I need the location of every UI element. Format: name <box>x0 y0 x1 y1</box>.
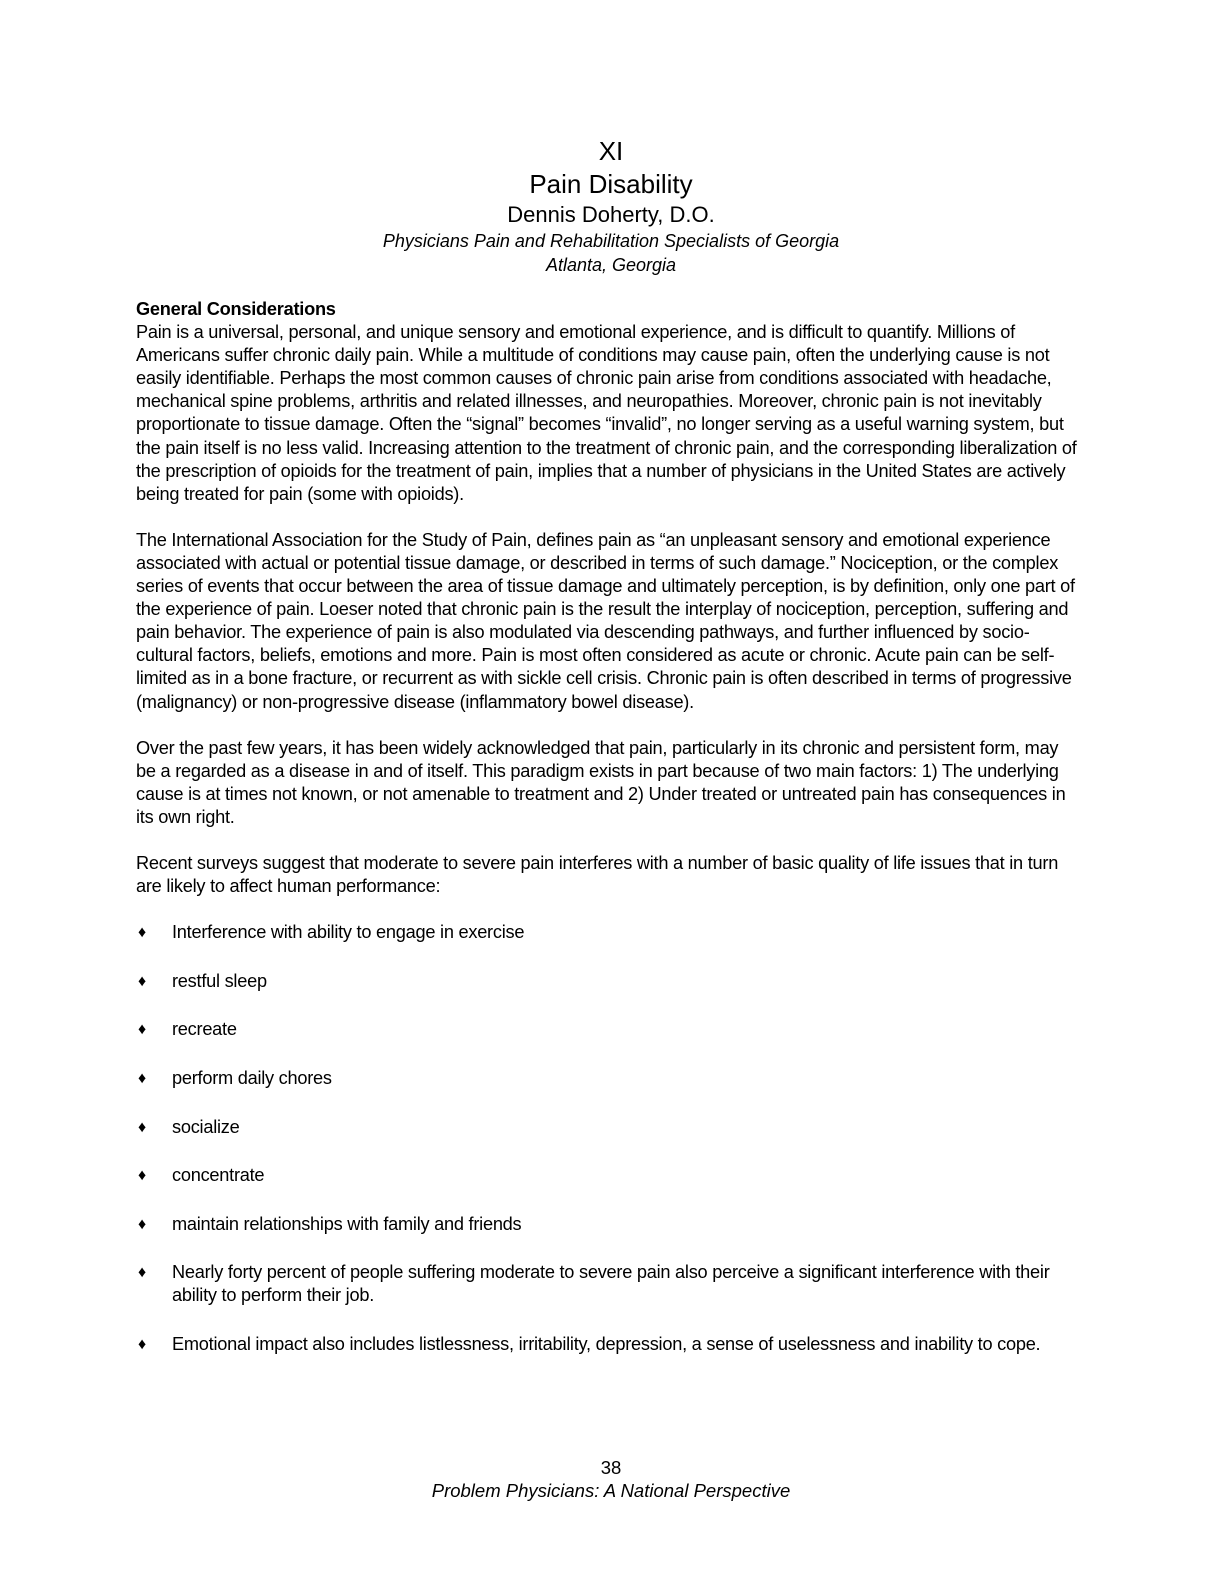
list-item-text: perform daily chores <box>172 1067 332 1088</box>
list-item <box>136 1067 1081 1090</box>
list-item-text: Emotional impact also includes listlessness, irritability, depression, a sense of uselessness and inability to cope. <box>172 1334 1041 1354</box>
list-item-text: maintain relationships with family and friends <box>172 1213 522 1234</box>
book-title: Problem Physicians: A National Perspective <box>431 1480 791 1501</box>
chapter-title: Pain Disability <box>529 169 693 199</box>
diamond-bullet-icon: ♦ <box>138 1167 146 1185</box>
diamond-bullet-icon: ♦ <box>138 972 146 990</box>
page-footer <box>0 1456 1222 1502</box>
list-item <box>136 1261 1081 1307</box>
diamond-bullet-icon: ♦ <box>138 1118 146 1136</box>
paragraph: Pain is a universal, personal, and unique sensory and emotional experience, and is difficult to quantify. Millions of Americans suffer chronic daily pain. While a multitude of conditions may cause pain, often the underlying cause is not easily identifiable. Perhaps the most common causes of chronic pain arise from conditions associated with headache, mechanical spine problems, arthritis and related illnesses, and neuropathies. Moreover, chronic pain is not inevitably proportionate to tissue damage. Often the “signal” becomes “invalid”, no longer serving as a useful warning system, but the pain itself is no less valid. Increasing attention to the treatment of chronic pain, and the corresponding liberalization of the prescription of opioids for the treatment of pain, implies that a number of physicians in the United States are actively being treated for pain (some with opioids). <box>136 322 1077 504</box>
chapter-header <box>0 135 1222 277</box>
diamond-bullet-icon: ♦ <box>138 1021 146 1039</box>
list-item-text: socialize <box>172 1116 240 1137</box>
body-content <box>136 298 1081 1382</box>
chapter-number: XI <box>598 136 624 166</box>
list-item-text: concentrate <box>172 1165 265 1186</box>
paragraph: The International Association for the Study of Pain, defines pain as “an unpleasant sensory and emotional experience associated with actual or potential tissue damage, or described in terms of such damage.” Nociception, or the complex series of events that occur between the area of tissue damage and ultimately perception, is by definition, only one part of the experience of pain. Loeser noted that chronic pain is the result the interplay of nociception, perception, suffering and pain behavior. The experience of pain is also modulated via descending pathways, and further influenced by socio-cultural factors, beliefs, emotions and more. Pain is most often considered as acute or chronic. Acute pain can be self-limited as in a bone fracture, or recurrent as with sickle cell crisis. Chronic pain is often described in terms of progressive (malignancy) or non-progressive disease (inflammatory bowel disease). <box>136 529 1075 712</box>
list-item <box>136 1116 1081 1139</box>
author-location: Atlanta, Georgia <box>545 255 677 275</box>
list-item <box>136 1333 1081 1356</box>
page-number: 38 <box>600 1457 622 1478</box>
list-item <box>136 970 1081 993</box>
list-item <box>136 921 1081 944</box>
diamond-bullet-icon: ♦ <box>138 1215 146 1233</box>
paragraph: Over the past few years, it has been widely acknowledged that pain, particularly in its chronic and persistent form, may be a regarded as a disease in and of itself. This paradigm exists in part because of two main factors: 1) The underlying cause is at times not known, or not amenable to treatment and 2) Under treated or untreated pain has consequences in its own right. <box>136 737 1066 827</box>
list-item-text: restful sleep <box>172 970 267 991</box>
diamond-bullet-icon: ♦ <box>138 1264 146 1282</box>
list-item-text: recreate <box>172 1019 237 1040</box>
paragraph: Recent surveys suggest that moderate to severe pain interferes with a number of basic quality of life issues that in turn are likely to affect human performance: <box>136 852 1059 897</box>
list-item <box>136 1018 1081 1041</box>
list-item <box>136 1164 1081 1187</box>
list-item-text: Nearly forty percent of people suffering moderate to severe pain also perceive a significant interference with their ability to perform their job. <box>172 1262 1050 1306</box>
section-heading: General Considerations <box>136 299 336 319</box>
bullet-list <box>136 921 1081 1356</box>
diamond-bullet-icon: ♦ <box>138 924 146 942</box>
diamond-bullet-icon: ♦ <box>138 1069 146 1087</box>
diamond-bullet-icon: ♦ <box>138 1336 146 1353</box>
author-affiliation: Physicians Pain and Rehabilitation Specialists of Georgia <box>382 231 840 251</box>
list-item-text: Interference with ability to engage in exercise <box>172 922 525 943</box>
list-item <box>136 1213 1081 1236</box>
author-name: Dennis Doherty, D.O. <box>507 202 715 227</box>
